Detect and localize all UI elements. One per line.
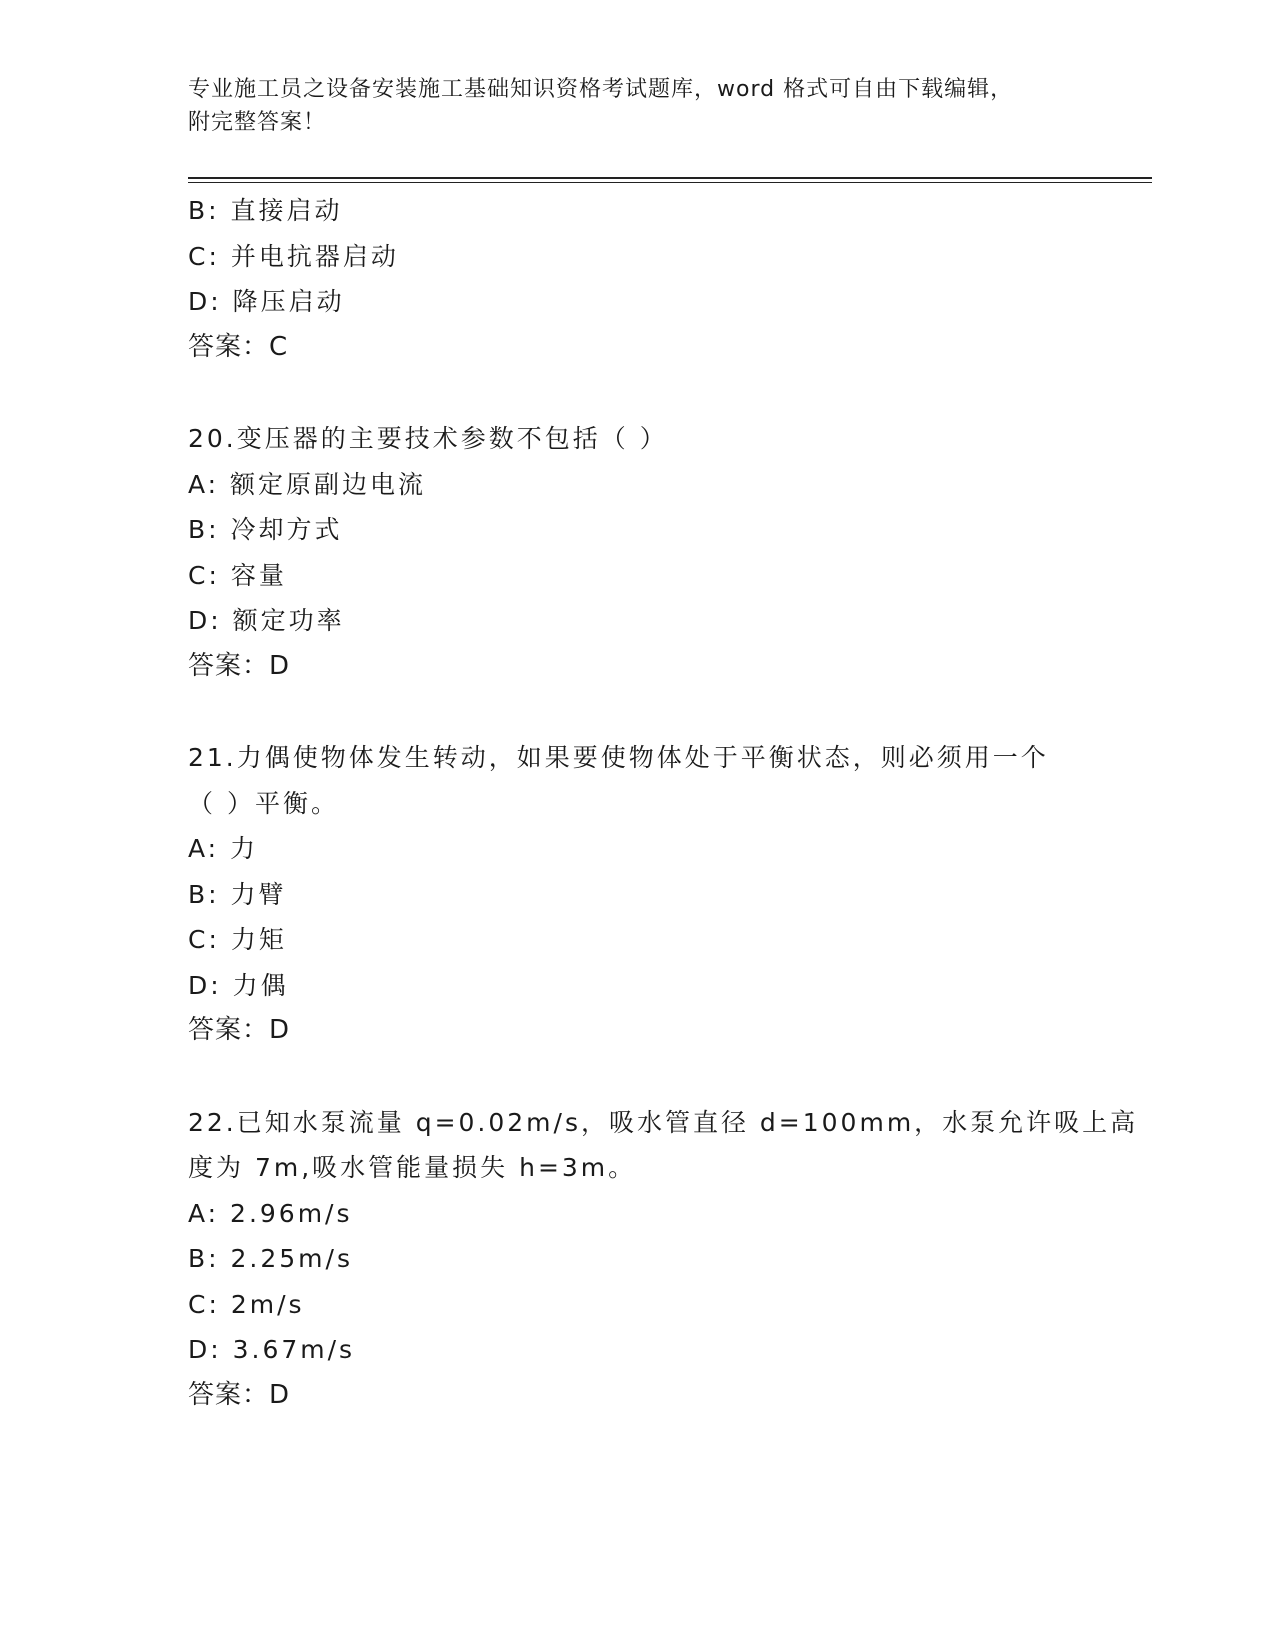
option-d: D: 力偶: [188, 970, 289, 1000]
question-text-line-2: 度为 7m,吸水管能量损失 h=3m。: [188, 1153, 637, 1182]
document-header: [188, 73, 1068, 139]
option-d: D: 额定功率: [188, 606, 345, 635]
option-b: B: 力臂: [188, 879, 287, 909]
answer-line: 答案：D: [188, 1015, 291, 1045]
question-22: [188, 1100, 1139, 1419]
question-text-line-2: （ ）平衡。: [188, 788, 339, 818]
question-text: 20.变压器的主要技术参数不包括（ ）: [188, 424, 668, 453]
option-b: B: 冷却方式: [188, 515, 343, 544]
question-list: [188, 188, 1139, 1418]
option-b: B: 直接启动: [188, 196, 343, 225]
option-c: C: 并电抗器启动: [188, 241, 399, 271]
header-rule-thin: [188, 182, 1152, 183]
header-rule-thick: [188, 177, 1152, 179]
question-text-line-1: 21.力偶使物体发生转动，如果要使物体处于平衡状态，则必须用一个: [188, 743, 1049, 772]
question-21: [188, 735, 1088, 1054]
header-line-2: 附完整答案！: [188, 110, 327, 135]
question-20: [188, 416, 1088, 689]
option-d: D: 降压启动: [188, 287, 345, 316]
option-a: A: 2.96m/s: [188, 1198, 353, 1228]
option-b: B: 2.25m/s: [188, 1244, 353, 1273]
answer-line: 答案：D: [188, 1379, 291, 1410]
option-a: A: 力: [188, 834, 259, 863]
option-c: C: 2m/s: [188, 1289, 305, 1319]
answer-line: 答案：D: [188, 650, 291, 681]
option-d: D: 3.67m/s: [188, 1335, 356, 1364]
question-19: [188, 188, 1088, 370]
header-line-1: 专业施工员之设备安装施工基础知识资格考试题库，word 格式可自由下载编辑，: [188, 77, 1014, 102]
option-c: C: 力矩: [188, 925, 287, 954]
question-text-line-1: 22.已知水泵流量 q=0.02m/s，吸水管直径 d=100mm，水泵允许吸上高: [188, 1107, 1139, 1137]
option-c: C: 容量: [188, 560, 287, 590]
option-a: A: 额定原副边电流: [188, 469, 427, 499]
spacer: [188, 370, 1088, 416]
spacer: [188, 1054, 1088, 1100]
spacer: [188, 689, 1088, 735]
answer-line: 答案：C: [188, 331, 289, 362]
